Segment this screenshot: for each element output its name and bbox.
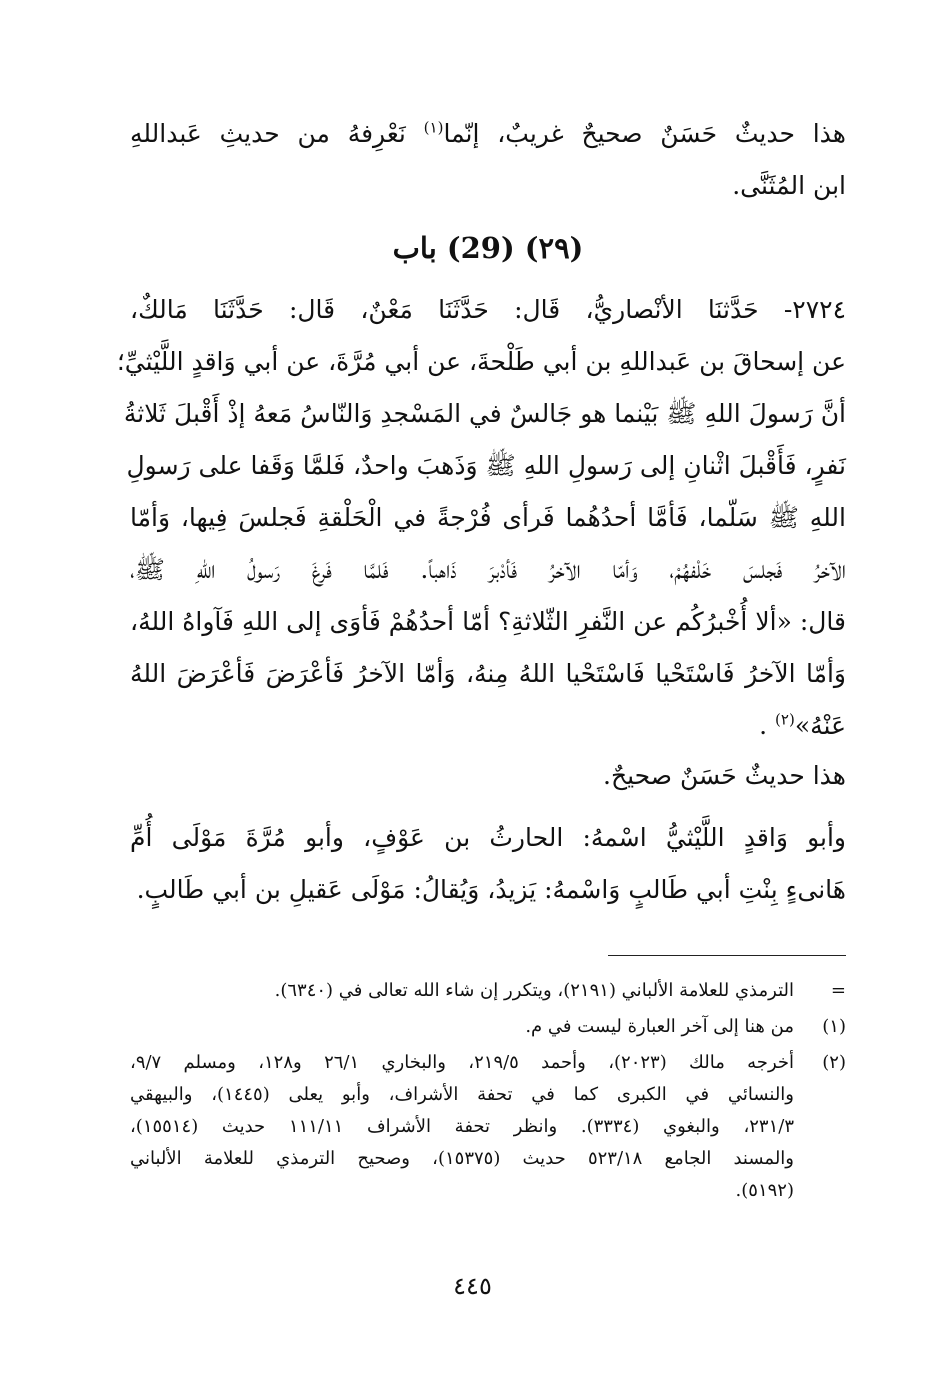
continuation-mark: = — [830, 980, 846, 1001]
grading-line: هذا حديثٌ حَسَنٌ صحيحٌ. — [603, 761, 846, 790]
footnote-ref-2[interactable]: (٢) — [775, 710, 795, 729]
footnote-2-line: والنسائي في الكبرى كما في تحفة الأشراف، وأبو يعلى (١٤٤٥)، والبيهقي — [130, 1084, 794, 1105]
note-line-1: وأبو وَاقدٍ اللَّيْثيُّ اسْمهُ: الحارثُ بن عَوْفٍ، وأبو مُرَّةَ مَوْلَى أُمِّ — [130, 823, 846, 852]
hadith-line: الآخرُ فَجلسَ خَلْفهُمْ، وَأمّا الآخرُ فَأدْبرَ ذَاهباً. فَلمَّا فَرغَ رَسولُ اللهِ ﷺ، — [130, 555, 846, 584]
continuation-text — [130, 975, 794, 1007]
hadith-line: اللهِ ﷺ سَلّما، فَأمَّا أحدُهُما فَرأى فُرْجةً في الْحَلْقةِ فَجلسَ فِيها، وَأمّا — [130, 503, 846, 532]
continuation-line: الترمذي للعلامة الألباني (٢١٩١)، ويتكرر إن شاء الله تعالى في (٦٣٤٠). — [274, 980, 794, 1001]
chapter-heading: (٢٩) (29) باب — [392, 231, 584, 265]
footnote-2-line: (٥١٩٢). — [735, 1180, 794, 1201]
intro-paragraph — [130, 108, 846, 212]
footnote-separator — [608, 955, 846, 956]
footnote-2-text — [130, 1047, 794, 1207]
intro-line-1 — [130, 108, 846, 160]
intro-text-b: نَعْرِفهُ من حديثِ عَبداللهِ — [130, 119, 424, 148]
note-line-2: هَانىءٍ بِنْتِ أبي طَالبٍ وَاسْمهُ: يَزيدُ، وَيُقالُ: مَوْلَى عَقيلِ بن أبي طَالبٍ. — [136, 875, 846, 904]
footnote-1-mark: (١) — [822, 1016, 846, 1037]
hadith-line: أنَّ رَسولَ اللهِ ﷺ بَيْنما هو جَالسٌ في المَسْجدِ وَالنّاسُ مَعهُ إذْ أَقْبلَ ثَلاثةُ — [123, 399, 846, 428]
footnote-2-mark: (٢) — [822, 1052, 846, 1073]
footnote-1-line: من هنا إلى آخر العبارة ليست في م. — [525, 1016, 794, 1037]
hadith-paragraph — [116, 284, 846, 752]
footnote-1 — [130, 1011, 846, 1043]
footnote-1-text — [130, 1011, 794, 1043]
footnote-2-line: أخرجه مالك (٢٠٢٣)، وأحمد ٢١٩/٥، والبخاري ٢٦/١ و١٢٨، ومسلم ٩/٧، — [130, 1052, 794, 1073]
hadith-line: وَأمّا الآخرُ فَاسْتَحْيا فَاسْتَحْيا اللهُ مِنهُ، وَأمّا الآخرُ فَأعْرَضَ فَأعْرَضَ اللهُ — [130, 659, 846, 688]
hadith-line: عن إسحاقَ بن عَبداللهِ بن أبي طَلْحةَ، عن أبي مُرَّةَ، عن أبي وَاقدٍ اللَّيْثيِّ؛ — [116, 347, 846, 376]
hadith-end-period: . — [759, 711, 776, 740]
hadith-line: قال: «ألا أُخْبرُكُم عن النَّفرِ الثّلاثةِ؟ أمّا أحدُهُمْ فَأوَى إلى اللهِ فَآواهُ اللهُ، — [130, 607, 846, 636]
hadith-end-text: عَنْهُ» — [794, 711, 846, 740]
footnote-2-line: ٢٣١/٣، والبغوي (٣٣٣٤). وانظر تحفة الأشراف ١١١/١١ حديث (١٥٥١٤)، — [130, 1116, 794, 1137]
page-number: ٤٤٥ — [453, 1272, 492, 1300]
hadith-last-line — [130, 700, 846, 752]
footnote-2-line: والمسند الجامع ٥٢٣/١٨ حديث (١٥٣٧٥)، وصحيح الترمذي للعلامة الألباني — [130, 1148, 794, 1169]
hadith-line: نَفرٍ، فَأَقْبلَ اثْنانِ إلى رَسولِ اللهِ ﷺ وَذَهبَ واحدٌ، فَلمَّا وَقَفا على رَسولِ — [126, 451, 846, 480]
footnote-continuation — [130, 975, 846, 1007]
intro-line-2: ابن المُثَنَّى. — [732, 171, 846, 200]
grading-paragraph — [130, 750, 846, 802]
footnotes — [130, 975, 846, 1209]
intro-text-a: هذا حديثٌ حَسَنٌ صحيحٌ غريبٌ، إنّما — [443, 119, 846, 148]
footnote-ref-1[interactable]: (١) — [423, 118, 444, 137]
footnote-2 — [130, 1047, 846, 1209]
hadith-line: ٢٧٢٤- حَدَّثنَا الأنْصاريُّ، قَال: حَدَّثَنَا مَعْنٌ، قَال: حَدَّثَنَا مَالكٌ، — [130, 295, 846, 324]
narrator-note — [130, 812, 846, 916]
